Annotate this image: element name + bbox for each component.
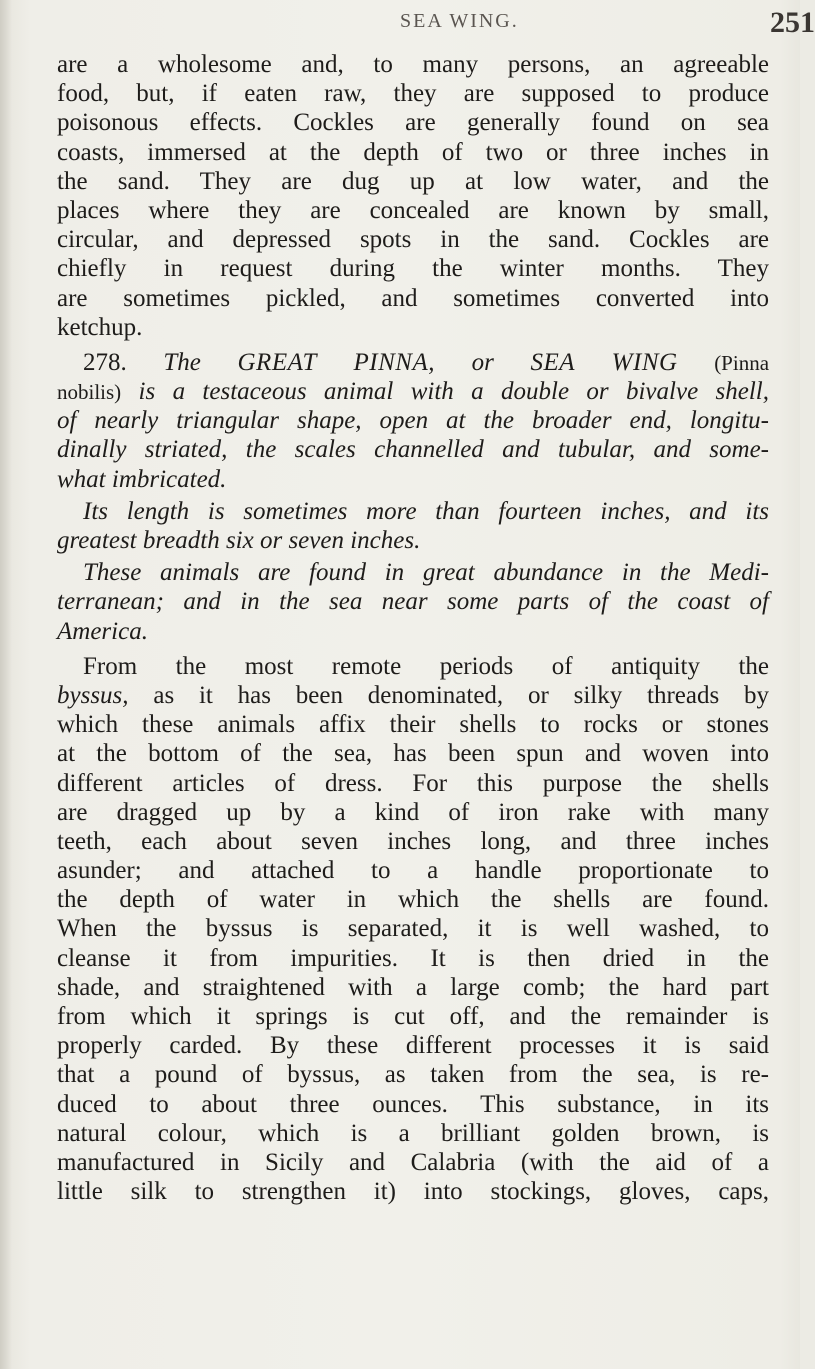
entry-habitat-line: terranean; and in the sea near some parts of the coast of [57,588,769,616]
text-line: shade, and straightened with a large comb; the hard part [57,973,769,1001]
entry-number: 278. [83,348,127,376]
entry-desc-line: of nearly triangular shape, open at the broader end, longitu- [57,407,769,435]
text-line: coasts, immersed at the depth of two or three inches in [57,138,769,166]
text-line: little silk to strengthen it) into stockings, gloves, caps, [57,1178,769,1206]
entry-habitat-line: These animals are found in great abundance in the Medi- [83,559,769,587]
text-line: which these animals affix their shells to rocks or stones [57,711,769,739]
body-text [57,50,769,1206]
byssus-term: byssus, [57,681,129,709]
entry-desc-line [57,377,769,406]
text-line [57,681,769,710]
text-line: the sand. They are dug up at low water, and the [57,167,769,195]
text-line: From the most remote periods of antiquity the [83,652,769,680]
text-line: cleanse it from impurities. It is then dried in the [57,944,769,972]
text-line: duced to about three ounces. This substance, in its [57,1090,769,1118]
text-line: natural colour, which is a brilliant golden brown, is [57,1119,769,1147]
page-gutter-shadow [0,0,12,1369]
page-header [0,6,815,48]
entry-latin-close: nobilis) [57,380,122,405]
text-line: different articles of dress. For this purpose the shells [57,769,769,797]
text-line: at the bottom of the sea, has been spun and woven into [57,740,769,768]
paragraph-cockles [57,50,769,342]
text-line: chiefly in request during the winter months. They [57,255,769,283]
text-line: places where they are concealed are known by small, [57,196,769,224]
text-line: poisonous effects. Cockles are generally found on sea [57,109,769,137]
text-line: are sometimes pickled, and sometimes converted into [57,284,769,312]
text-line: circular, and depressed spots in the sand. Cockles are [57,226,769,254]
text-segment: as it has been denominated, or silky threads by [153,681,770,709]
paragraph-byssus [57,652,769,1207]
text-line: that a pound of byssus, as taken from the sea, is re- [57,1061,769,1089]
entry-or: or [471,348,494,376]
entry-the: The [163,348,201,376]
page-number: 251 [770,6,815,39]
text-line: manufactured in Sicily and Calabria (with the aid of a [57,1148,769,1176]
text-line: are dragged up by a kind of iron rake with many [57,798,769,826]
entry-desc-line: what imbricated. [57,465,227,493]
entry-desc-rest: is a testaceous animal with a double or bivalve shell, [138,378,769,406]
entry-length-line: Its length is sometimes more than fourteen inches, and its [83,497,769,525]
text-line: the depth of water in which the shells are found. [57,886,769,914]
entry-habitat-line: America. [57,617,148,645]
entry-length-line: greatest breadth six or seven inches. [57,527,421,554]
text-line: When the byssus is separated, it is well washed, to [57,915,769,943]
entry-heading-line [57,348,769,377]
text-line: asunder; and attached to a handle proportionate to [57,857,769,885]
entry-title-sea-wing: SEA WING [530,348,678,376]
text-line: are a wholesome and, to many persons, an agreeable [57,51,769,78]
entry-desc-line: dinally striated, the scales channelled and tubular, and some- [57,436,769,464]
entry-title-great-pinna: GREAT PINNA, [237,348,435,376]
entry-278 [57,348,769,646]
text-line: food, but, if eaten raw, they are supposed to produce [57,80,769,108]
running-head: SEA WING. [400,10,519,32]
entry-latin-open: (Pinna [714,350,770,375]
text-line: ketchup. [57,313,143,341]
text-line: from which it springs is cut off, and the remainder is [57,1003,769,1030]
text-line: properly carded. By these different processes it is said [57,1032,769,1060]
text-line: teeth, each about seven inches long, and three inches [57,827,769,855]
